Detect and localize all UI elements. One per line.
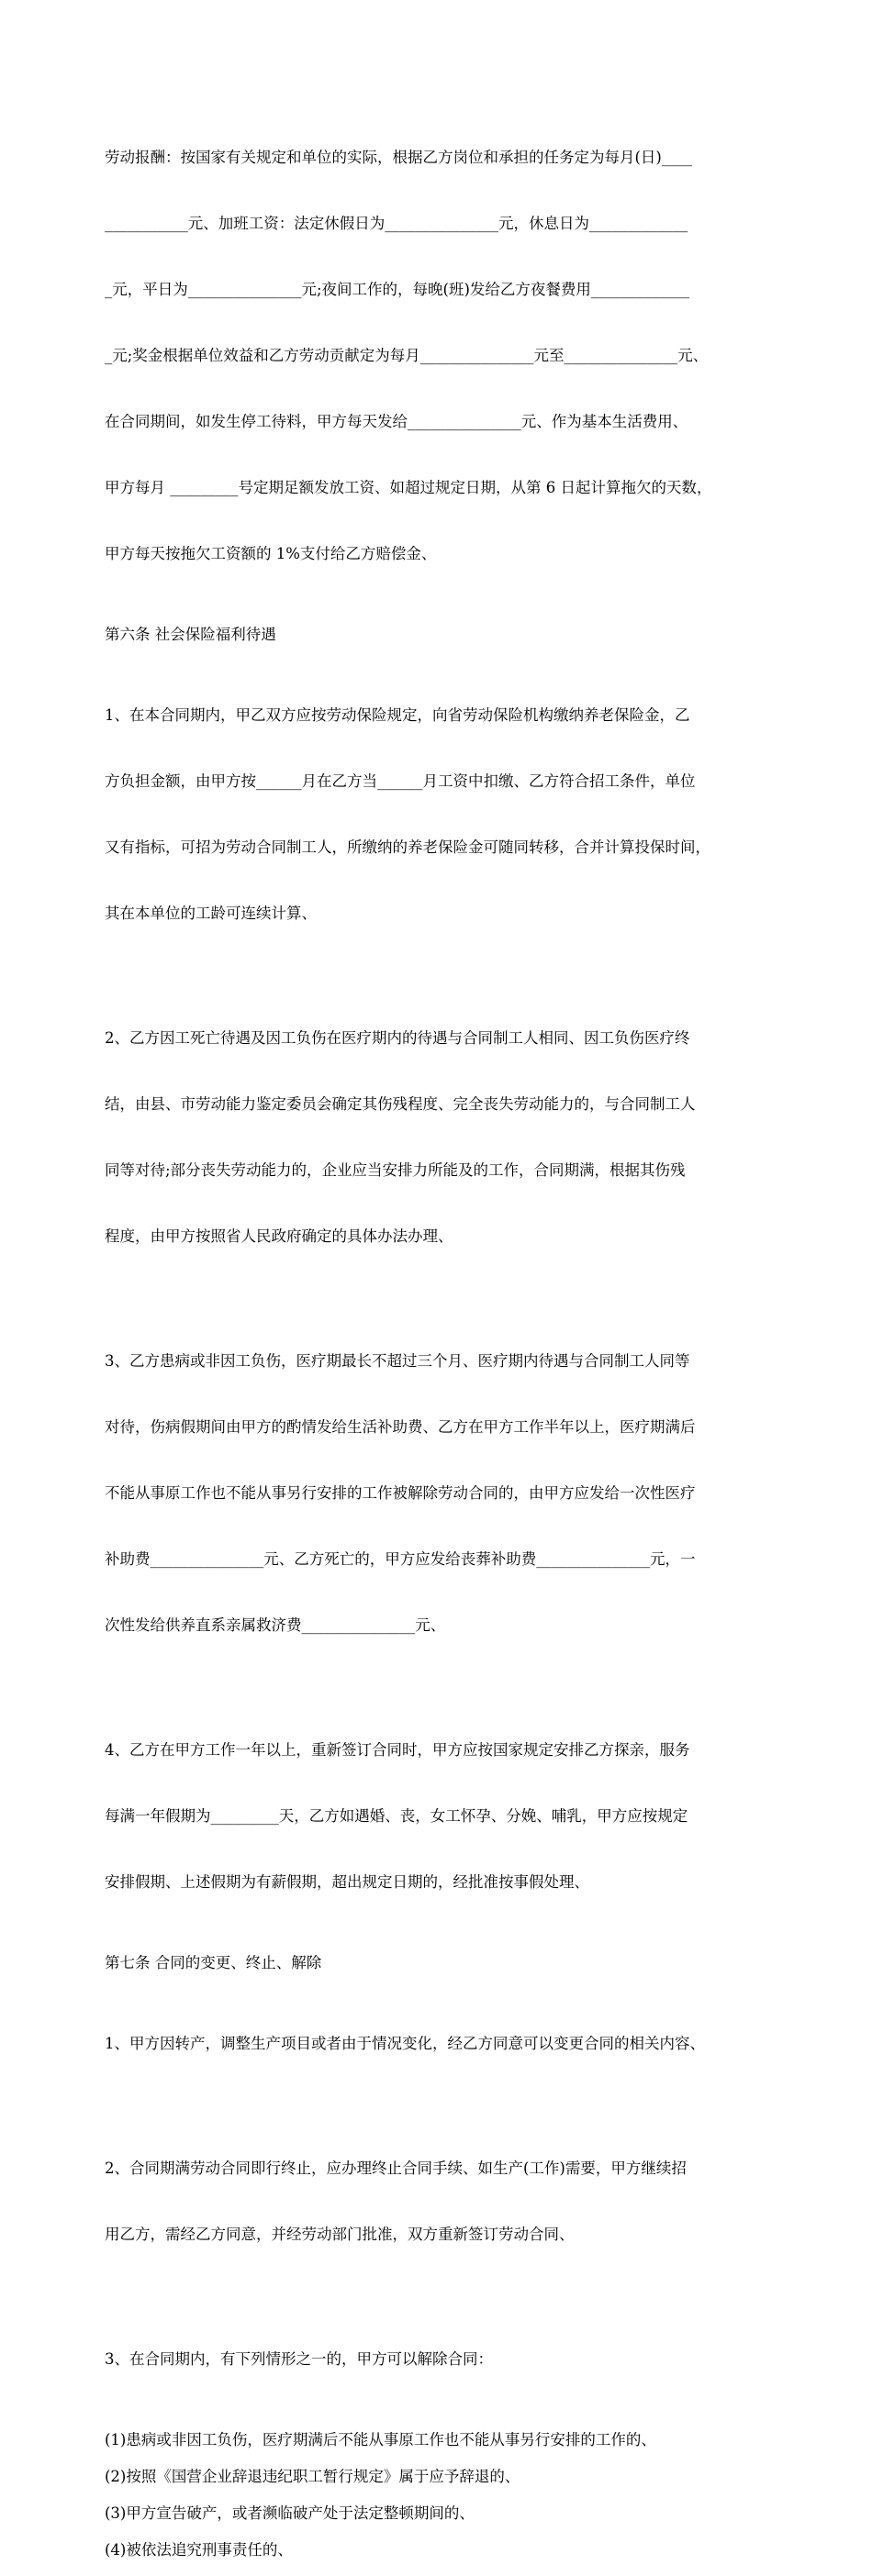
- text-line: 其在本单位的工龄可连续计算、: [105, 905, 317, 922]
- text-line: 用乙方，需经乙方同意，并经劳动部门批准，双方重新签订劳动合同、: [105, 2226, 575, 2243]
- text-line: 方负担金额，由甲方按______月在乙方当______月工资中扣缴、乙方符合招工条件，单位: [105, 772, 696, 790]
- termination-item-2: (2)按照《国营企业辞退违纪职工暂行规定》属于应予辞退的、: [105, 2468, 520, 2485]
- article-7-clause-1: [105, 1989, 780, 2099]
- remuneration-paragraph: [105, 103, 780, 609]
- text-line: 在合同期间，如发生停工待料，甲方每天发给_______________元、作为基本生活费用、: [105, 413, 688, 430]
- text-line: 补助费_______________元、乙方死亡的，甲方应发给丧葬补助费_______________元，一: [105, 1550, 696, 1568]
- text-line: 安排假期、上述假期为有薪假期，超出规定日期的，经批准按事假处理、: [105, 1873, 589, 1891]
- article-6-clause-1: [105, 661, 780, 969]
- text-line: 次性发给供养直系亲属救济费_______________元、: [105, 1616, 446, 1634]
- text-line: 甲方每天按拖欠工资额的 1%支付给乙方赔偿金、: [105, 545, 437, 562]
- text-line: 劳动报酬：按国家有关规定和单位的实际，根据乙方岗位和承担的任务定为每月(日)____: [105, 149, 692, 166]
- text-line: 甲方每月 _________号定期足额发放工资、如超过规定日期，从第 6 日起计算拖欠的天数，: [105, 479, 712, 496]
- text-line: 对待，伤病假期间由甲方的酌情发给生活补助费、乙方在甲方工作半年以上，医疗期满后: [105, 1418, 696, 1436]
- text-line: 3、在合同期内，有下列情形之一的，甲方可以解除合同：: [105, 2350, 493, 2368]
- text-line: 4、乙方在甲方工作一年以上，重新签订合同时，甲方应按国家规定安排乙方探亲，服务: [105, 1741, 690, 1759]
- text-line: 3、乙方患病或非因工负伤，医疗期最长不超过三个月、医疗期内待遇与合同制工人同等: [105, 1352, 690, 1370]
- text-line: 程度，由甲方按照省人民政府确定的具体办法办理、: [105, 1227, 453, 1245]
- text-line: ___________元、加班工资：法定休假日为_______________元，休息日为_____________: [105, 215, 688, 232]
- termination-item-4: (4)被依法追究刑事责任的、: [105, 2541, 293, 2559]
- text-line: 又有指标，可招为劳动合同制工人，所缴纳的养老保险金可随同转移，合并计算投保时间，: [105, 838, 710, 856]
- text-line: 1、在本合同期内，甲乙双方应按劳动保险规定，向省劳动保险机构缴纳养老保险金，乙: [105, 706, 690, 724]
- text-line: 每满一年假期为_________天，乙方如遇婚、丧，女工怀孕、分娩、哺乳，甲方应按规定: [105, 1807, 688, 1825]
- text-line: 不能从事原工作也不能从事另行安排的工作被解除劳动合同的，由甲方应发给一次性医疗: [105, 1484, 696, 1502]
- article-7-clause-2: [105, 2114, 780, 2290]
- text-line: 1、甲方因转产，调整生产项目或者由于情况变化，经乙方同意可以变更合同的相关内容、: [105, 2035, 705, 2052]
- termination-item-3: (3)甲方宣告破产，或者濒临破产处于法定整顿期间的、: [105, 2504, 475, 2522]
- text-line: 2、合同期满劳动合同即行终止，应办理终止合同手续、如生产(工作)需要，甲方继续招: [105, 2160, 687, 2177]
- document-page: [105, 103, 780, 2576]
- article-6-clause-3: [105, 1306, 780, 1681]
- text-line: 同等对待;部分丧失劳动能力的，企业应当安排力所能及的工作，合同期满，根据其伤残: [105, 1161, 686, 1179]
- text-line: 2、乙方因工死亡待遇及因工负伤在医疗期内的待遇与合同制工人相同、因工负伤医疗终: [105, 1029, 690, 1047]
- article-7-heading: 第七条 合同的变更、终止、解除: [105, 1954, 322, 1971]
- article-6-clause-4: [105, 1695, 780, 1938]
- article-6-clause-2: [105, 983, 780, 1292]
- text-line: _元;奖金根据单位效益和乙方劳动贡献定为每月_______________元至_______________元、: [105, 347, 709, 364]
- text-line: _元，平日为_______________元;夜间工作的，每晚(班)发给乙方夜餐费用_____________: [105, 281, 690, 298]
- article-7-clause-3: [105, 2304, 780, 2415]
- termination-item-1: (1)患病或非因工负伤，医疗期满后不能从事原工作也不能从事另行安排的工作的、: [105, 2431, 656, 2448]
- article-6-heading: 第六条 社会保险福利待遇: [105, 626, 276, 643]
- text-line: 结，由县、市劳动能力鉴定委员会确定其伤残程度、完全丧失劳动能力的，与合同制工人: [105, 1095, 696, 1113]
